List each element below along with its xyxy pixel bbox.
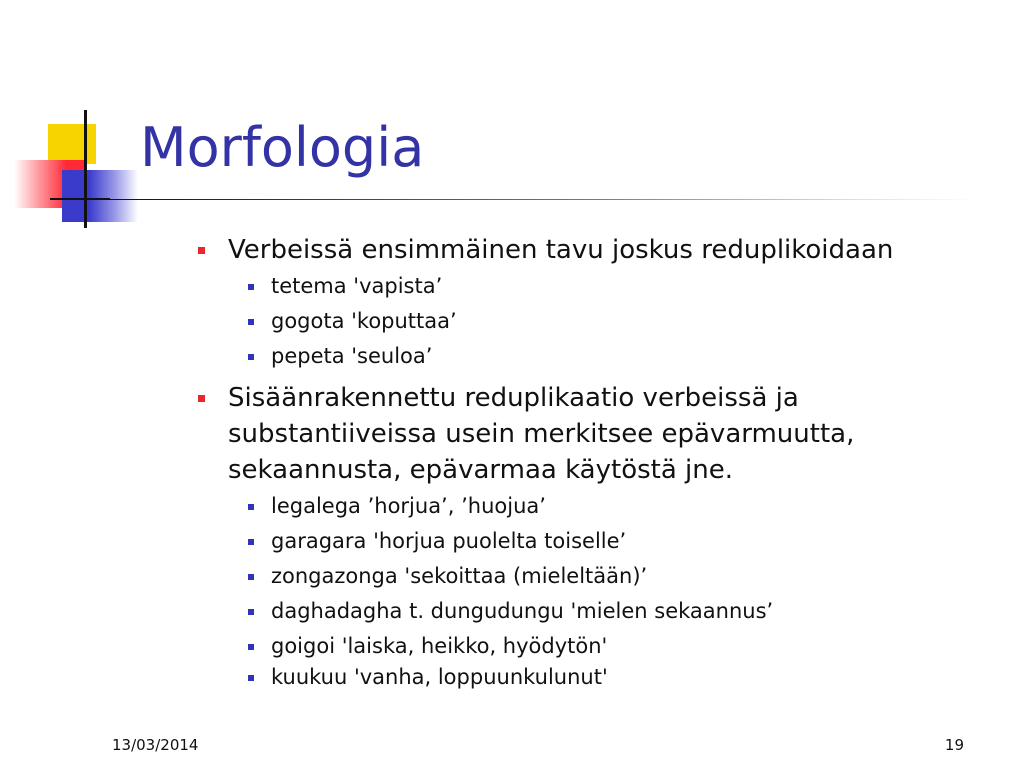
blue-gradient-square-shape xyxy=(62,170,138,222)
bullet-text: Sisäänrakennettu reduplikaatio verbeissä ja substantiiveissa usein merkitsee epävarmuutta, sekaannusta, epävarmaa käytöstä jne. xyxy=(228,383,855,485)
blue-square-bullet-icon xyxy=(248,354,254,360)
sub-bullet-item xyxy=(196,492,1006,520)
red-square-bullet-icon xyxy=(198,247,205,254)
blue-square-bullet-icon xyxy=(248,284,254,290)
sub-bullet-text: zongazonga 'sekoittaa (mieleltään)’ xyxy=(271,564,648,588)
blue-square-bullet-icon xyxy=(248,574,254,580)
blue-square-bullet-icon xyxy=(248,609,254,615)
sub-bullet-item xyxy=(196,307,1006,335)
sub-bullet-item xyxy=(196,597,1006,625)
sub-bullet-item xyxy=(196,527,1006,555)
sub-bullet-text: tetema 'vapista’ xyxy=(271,274,443,298)
blue-square-bullet-icon xyxy=(248,539,254,545)
slide-title: Morfologia xyxy=(140,116,425,179)
slide-content xyxy=(196,232,1006,691)
sub-bullet-text: goigoi 'laiska, heikko, hyödytön' xyxy=(271,634,608,658)
sub-bullet-item xyxy=(196,342,1006,370)
sub-bullet-text: kuukuu 'vanha, loppuunkulunut' xyxy=(271,665,608,689)
sub-bullet-text: gogota 'koputtaa’ xyxy=(271,309,457,333)
title-underline-rule xyxy=(110,199,980,200)
bullet-item xyxy=(196,232,1006,268)
sub-bullet-item xyxy=(196,562,1006,590)
sub-bullet-text: garagara 'horjua puolelta toiselle’ xyxy=(271,529,627,553)
blue-square-bullet-icon xyxy=(248,504,254,510)
sub-bullet-item xyxy=(196,272,1006,300)
bullet-item xyxy=(196,380,1006,488)
logo-vertical-line xyxy=(84,110,87,228)
sub-bullet-item xyxy=(196,632,1006,660)
decorative-squares-logo xyxy=(0,0,160,240)
sub-bullet-text: pepeta 'seuloa’ xyxy=(271,344,433,368)
red-square-bullet-icon xyxy=(198,395,205,402)
sub-bullet-item xyxy=(196,663,1006,691)
sub-bullet-text: legalega ’horjua’, ’huojua’ xyxy=(271,494,546,518)
blue-square-bullet-icon xyxy=(248,675,254,681)
blue-square-bullet-icon xyxy=(248,644,254,650)
bullet-text: Verbeissä ensimmäinen tavu joskus reduplikoidaan xyxy=(228,235,894,265)
sub-bullet-text: daghadagha t. dungudungu 'mielen sekaannus’ xyxy=(271,599,774,623)
logo-horizontal-line xyxy=(50,198,110,200)
blue-square-bullet-icon xyxy=(248,319,254,325)
yellow-square-shape xyxy=(48,124,96,164)
footer-page-number: 19 xyxy=(944,736,964,754)
footer-date: 13/03/2014 xyxy=(112,736,199,754)
